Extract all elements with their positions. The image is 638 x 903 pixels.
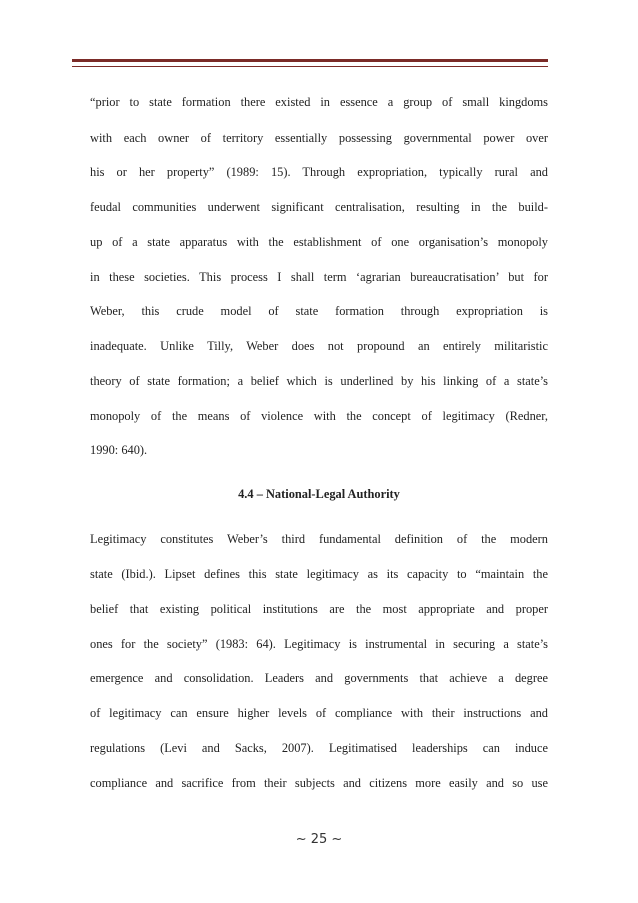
header-rule: [72, 59, 548, 67]
paragraph-2-line: of legitimacy can ensure higher levels of compliance with their instructions and: [90, 706, 548, 720]
section-heading: 4.4 – National-Legal Authority: [238, 487, 400, 501]
paragraph-1-line: theory of state formation; a belief which is underlined by his linking of a state’s: [90, 374, 548, 388]
paragraph-1-line: up of a state apparatus with the establishment of one organisation’s monopoly: [90, 235, 548, 249]
paragraph-2-line: state (Ibid.). Lipset defines this state legitimacy as its capacity to “maintain the: [90, 567, 548, 581]
paragraph-1-line: inadequate. Unlike Tilly, Weber does not propound an entirely militaristic: [90, 339, 548, 353]
paragraph-1-line: Weber, this crude model of state formation through expropriation is: [90, 304, 548, 318]
paragraph-2-line: Legitimacy constitutes Weber’s third fundamental definition of the modern: [90, 532, 548, 546]
paragraph-1-line: monopoly of the means of violence with the concept of legitimacy (Redner,: [90, 409, 548, 423]
paragraph-1-line: 1990: 640).: [90, 443, 148, 457]
page-number: ~ 25 ~: [295, 832, 343, 847]
paragraph-2-line: ones for the society” (1983: 64). Legitimacy is instrumental in securing a state’s: [90, 637, 548, 651]
paragraph-1-line: his or her property” (1989: 15). Through expropriation, typically rural and: [90, 165, 548, 179]
paragraph-2-line: belief that existing political institutions are the most appropriate and proper: [90, 602, 548, 616]
paragraph-2-line: regulations (Levi and Sacks, 2007). Legitimatised leaderships can induce: [90, 741, 548, 755]
paragraph-1-line: in these societies. This process I shall term ‘agrarian bureaucratisation’ but for: [90, 270, 548, 284]
paragraph-2-line: compliance and sacrifice from their subjects and citizens more easily and so use: [90, 776, 548, 790]
paragraph-1-line: feudal communities underwent significant centralisation, resulting in the build-: [90, 200, 548, 214]
paragraph-1-line: “prior to state formation there existed in essence a group of small kingdoms: [90, 95, 548, 109]
paragraph-1-line: with each owner of territory essentially possessing governmental power over: [90, 131, 548, 145]
paragraph-2-line: emergence and consolidation. Leaders and governments that achieve a degree: [90, 671, 548, 685]
